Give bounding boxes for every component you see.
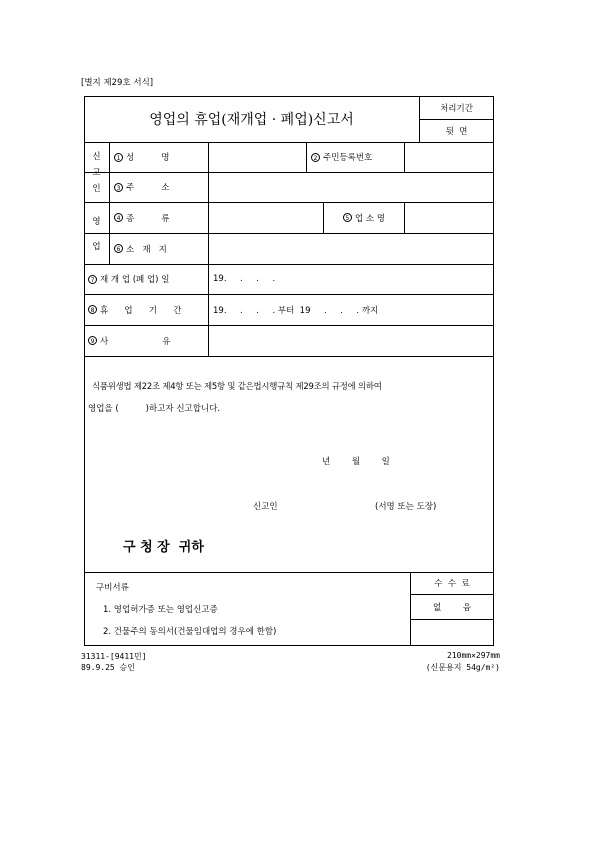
applicant-group-label: 신 고 인 <box>92 152 101 194</box>
addressee: 구 청 장 귀하 <box>123 540 204 555</box>
form-code: [별지 제29호 서식] <box>81 78 154 88</box>
name-label: 1 성 명 <box>114 142 206 172</box>
reopen-date-field[interactable]: 19. . . . <box>213 274 276 284</box>
reason-field[interactable] <box>209 326 493 356</box>
location-field[interactable] <box>209 234 493 264</box>
footer-paper: (신문용지 54g/m²) <box>425 663 500 672</box>
closure-period-field[interactable]: 19. . . . 부터 19 . . . 까지 <box>213 305 379 316</box>
footer-size: 210mm×297mm <box>447 651 500 660</box>
rrn-label: 2 주민등록번호 <box>311 142 403 172</box>
biz-name-label: 5 업 소 명 <box>324 202 404 233</box>
reason-label: 9 사 유 <box>88 325 206 356</box>
footer-code: 31311-[9411민] <box>81 652 147 661</box>
closure-period-label: 8 휴 업 기 간 <box>88 294 206 325</box>
location-label: 6 소 재 지 <box>114 233 206 264</box>
type-label: 4 종 류 <box>114 202 206 233</box>
form-title: 영업의 휴업(재개업 · 폐업)신고서 <box>149 112 354 128</box>
reopen-date-label: 7 재 개 업 (폐 업) 일 <box>88 264 206 294</box>
processing-period-label: 처리기간 <box>440 103 473 114</box>
rrn-field[interactable] <box>405 143 493 172</box>
declaration-line-2: 영업을 ( )하고자 신고합니다. <box>88 404 221 414</box>
fee-value: 없 음 <box>432 602 472 613</box>
business-group-label: 영 업 <box>92 216 101 252</box>
declaration-line-1: 식품위생법 제22조 제4항 또는 제5항 및 같은법시행규칙 제29조의 규정에 의하여 <box>92 381 382 391</box>
biz-name-field[interactable] <box>405 203 493 233</box>
signature-hint: (서명 또는 도장) <box>375 502 437 512</box>
address-label: 3 주 소 <box>114 172 206 202</box>
date-line: 년 월 일 <box>322 457 390 467</box>
type-field[interactable] <box>209 203 322 233</box>
address-field[interactable] <box>209 173 493 202</box>
name-field[interactable] <box>209 143 305 172</box>
fee-label: 수 수 료 <box>434 579 470 589</box>
signer-label: 신고인 <box>253 502 278 512</box>
processing-period-value: 뒷 면 <box>445 126 468 137</box>
footer-approval: 89.9.25 승인 <box>81 663 135 672</box>
document-item: 2. 건물주의 동의서(건물임대업의 경우에 한함) <box>103 627 277 637</box>
document-item: 1. 영업허가증 또는 영업신고증 <box>103 605 218 615</box>
documents-title: 구비서류 <box>96 583 129 593</box>
